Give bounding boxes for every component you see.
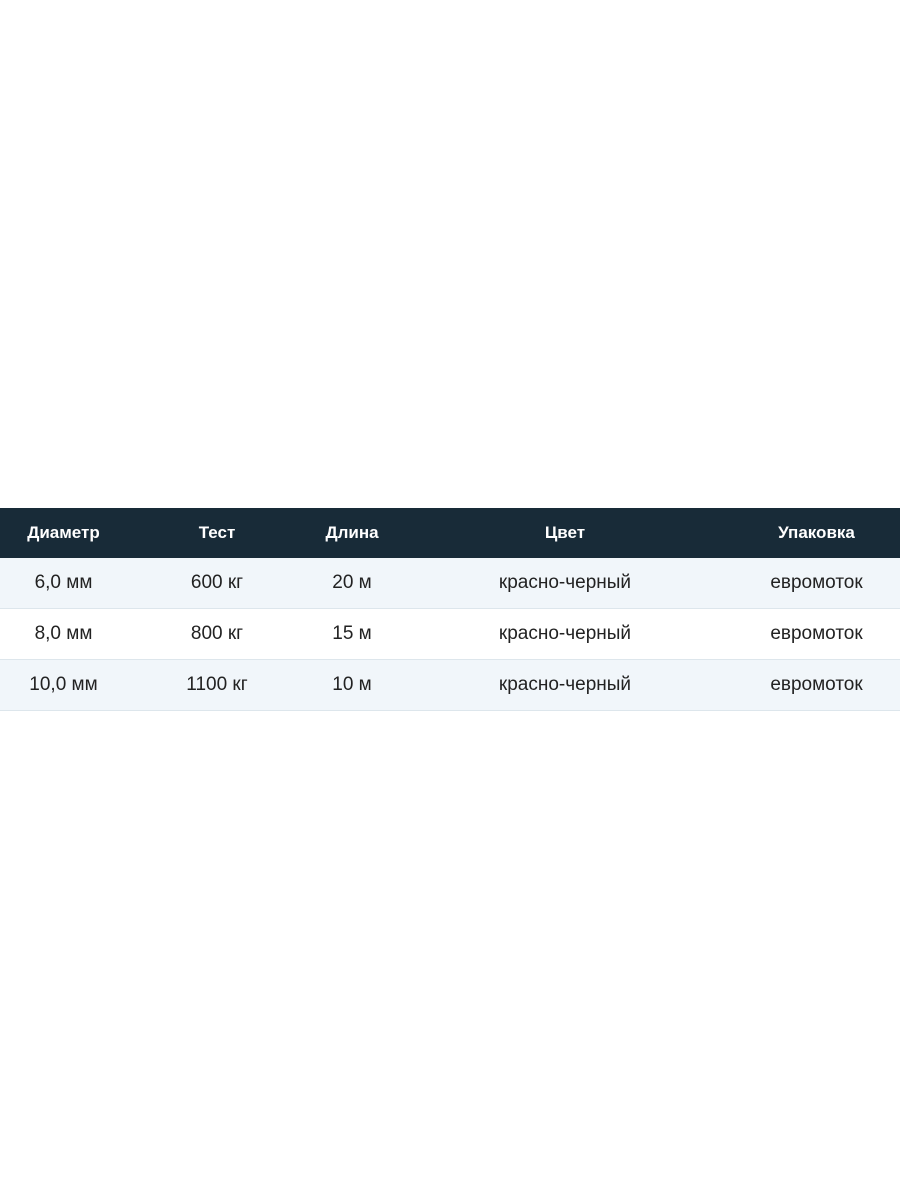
cell-test: 800 кг (127, 609, 307, 660)
header-row (0, 508, 900, 558)
cell-diameter: 8,0 мм (0, 609, 127, 660)
cell-color: красно-черный (397, 558, 733, 609)
header-diameter: Диаметр (0, 508, 127, 558)
table-body (0, 558, 900, 711)
cell-packaging: евромоток (733, 609, 900, 660)
header-color: Цвет (397, 508, 733, 558)
cell-packaging: евромоток (733, 558, 900, 609)
cell-length: 10 м (307, 660, 397, 711)
table-row (0, 609, 900, 660)
table-header (0, 508, 900, 558)
cell-color: красно-черный (397, 660, 733, 711)
header-packaging: Упаковка (733, 508, 900, 558)
spec-table (0, 508, 900, 711)
table-row (0, 558, 900, 609)
header-test: Тест (127, 508, 307, 558)
cell-length: 15 м (307, 609, 397, 660)
cell-test: 600 кг (127, 558, 307, 609)
cell-diameter: 6,0 мм (0, 558, 127, 609)
cell-test: 1100 кг (127, 660, 307, 711)
cell-diameter: 10,0 мм (0, 660, 127, 711)
cell-length: 20 м (307, 558, 397, 609)
cell-color: красно-черный (397, 609, 733, 660)
cell-packaging: евромоток (733, 660, 900, 711)
table-row (0, 660, 900, 711)
header-length: Длина (307, 508, 397, 558)
